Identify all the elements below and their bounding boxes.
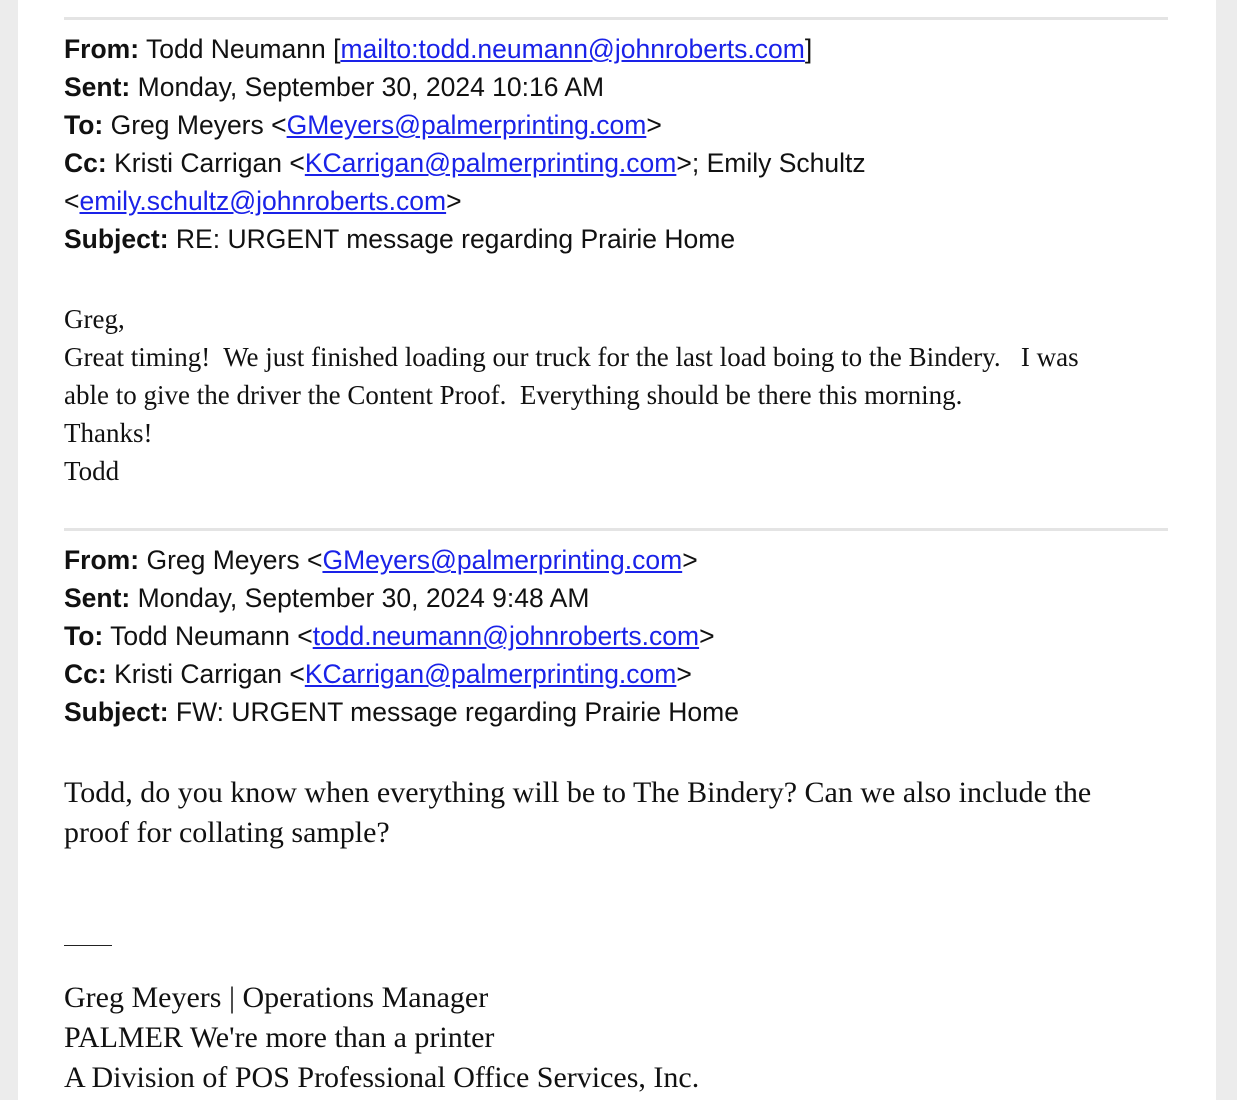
- sent-date: Monday, September 30, 2024 9:48 AM: [137, 583, 590, 613]
- body-line: Greg,: [64, 304, 125, 334]
- email-body: [64, 300, 1168, 490]
- from-name: Greg Meyers: [146, 545, 300, 575]
- from-row: From: Greg Meyers <GMeyers@palmerprinting.com>: [64, 545, 698, 575]
- subject-row: [64, 693, 1168, 731]
- email-header: [64, 30, 1168, 258]
- from-name: Todd Neumann: [145, 34, 326, 64]
- from-email-link[interactable]: GMeyers@palmerprinting.com: [322, 545, 683, 575]
- subject-text: RE: URGENT message regarding Prairie Home: [175, 224, 736, 254]
- divider: [64, 17, 1168, 20]
- cc-label: Cc:: [64, 148, 107, 178]
- signature-line: Greg Meyers | Operations Manager: [64, 981, 489, 1014]
- body-line: proof for collating sample?: [64, 816, 390, 849]
- signature-line: A Division of POS Professional Office Services, Inc.: [64, 1061, 700, 1094]
- subject-text: FW: URGENT message regarding Prairie Home: [175, 697, 739, 727]
- to-name: Todd Neumann: [110, 621, 290, 651]
- to-row: To: Greg Meyers <GMeyers@palmerprinting.com>: [64, 110, 662, 140]
- cc-row: Cc: Kristi Carrigan <KCarrigan@palmerprinting.com>; Emily Schultz <emily.schultz@johnroberts.com>: [64, 148, 866, 216]
- to-label: To:: [64, 110, 104, 140]
- email-body: [64, 773, 1168, 853]
- email-thread: [64, 0, 1168, 1098]
- body-line: Todd: [64, 456, 120, 486]
- signature: [64, 978, 1168, 1098]
- signature-line: PALMER We're more than a printer: [64, 1021, 495, 1054]
- sent-date: Monday, September 30, 2024 10:16 AM: [137, 72, 605, 102]
- email-page: [18, 0, 1216, 1100]
- cc-email-link[interactable]: emily.schultz@johnroberts.com: [79, 186, 447, 216]
- signature-divider: [64, 945, 112, 946]
- cc-email-link[interactable]: KCarrigan@palmerprinting.com: [304, 148, 677, 178]
- cc-label: Cc:: [64, 659, 107, 689]
- cc-row: Cc: Kristi Carrigan <KCarrigan@palmerprinting.com>: [64, 659, 692, 689]
- from-label: From:: [64, 34, 140, 64]
- cc-email-link[interactable]: KCarrigan@palmerprinting.com: [304, 659, 677, 689]
- from-email-link[interactable]: mailto:todd.neumann@johnroberts.com: [340, 34, 805, 64]
- cc-name: Kristi Carrigan: [114, 148, 282, 178]
- sent-label: Sent:: [64, 583, 131, 613]
- cc-name: Kristi Carrigan: [114, 659, 282, 689]
- to-email-link[interactable]: todd.neumann@johnroberts.com: [312, 621, 700, 651]
- sent-row: [64, 579, 1168, 617]
- to-email-link[interactable]: GMeyers@palmerprinting.com: [286, 110, 647, 140]
- to-name: Greg Meyers: [110, 110, 264, 140]
- from-row: From: Todd Neumann [mailto:todd.neumann@johnroberts.com]: [64, 34, 813, 64]
- to-label: To:: [64, 621, 104, 651]
- sent-label: Sent:: [64, 72, 131, 102]
- cc-name: Emily Schultz: [706, 148, 866, 178]
- subject-label: Subject:: [64, 224, 169, 254]
- to-row: To: Todd Neumann <todd.neumann@johnroberts.com>: [64, 621, 715, 651]
- email-header: [64, 541, 1168, 731]
- sent-row: [64, 68, 1168, 106]
- from-label: From:: [64, 545, 140, 575]
- body-line: able to give the driver the Content Proof. Everything should be there this morning.: [64, 380, 963, 410]
- divider: [64, 528, 1168, 531]
- subject-row: [64, 220, 1168, 258]
- body-line: Great timing! We just finished loading our truck for the last load boing to the Bindery. I was: [64, 342, 1079, 372]
- body-line: Todd, do you know when everything will be to The Bindery? Can we also include the: [64, 776, 1092, 809]
- body-line: Thanks!: [64, 418, 153, 448]
- subject-label: Subject:: [64, 697, 169, 727]
